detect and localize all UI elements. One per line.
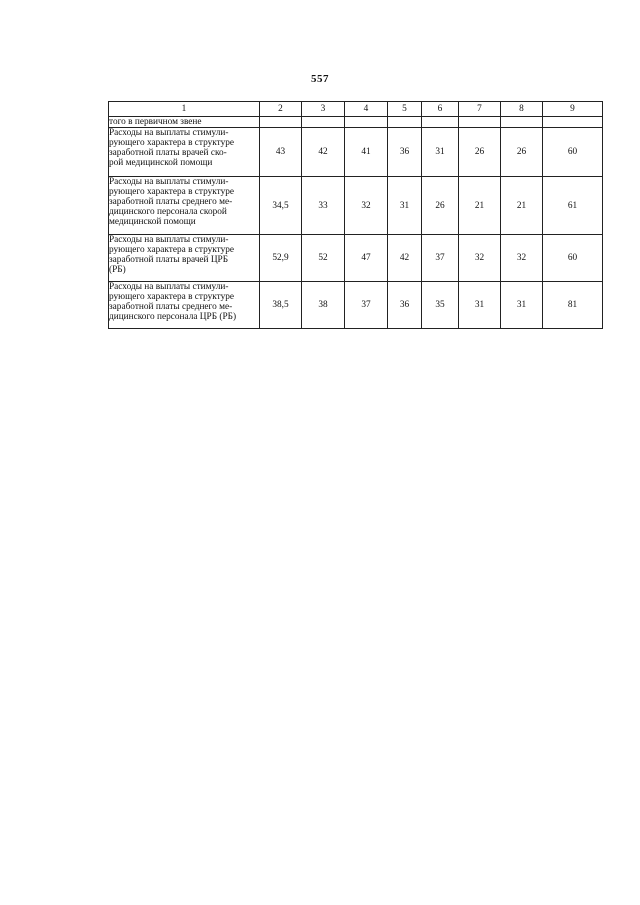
data-table (108, 101, 603, 329)
column-header: 6 (422, 102, 459, 117)
table-cell: 47 (345, 235, 388, 282)
continuation-label: того в первичном звене (109, 117, 260, 128)
row-label-line: Расходы на выплаты стимули- (109, 235, 229, 245)
table-cell (459, 117, 501, 128)
table-cell: 32 (459, 235, 501, 282)
table-cell: 42 (388, 235, 422, 282)
table-cell: 36 (388, 128, 422, 177)
table-cell: 38,5 (260, 282, 302, 329)
table-cell: 60 (543, 235, 603, 282)
table-cell: 32 (501, 235, 543, 282)
header-row (109, 102, 603, 117)
table-cell: 38 (302, 282, 345, 329)
row-label (109, 235, 260, 282)
row-label-line: медицинской помощи (109, 217, 196, 227)
row-label-line: Расходы на выплаты стимули- (109, 177, 229, 187)
continuation-row (109, 117, 603, 128)
row-label (109, 177, 260, 235)
row-label-line: Расходы на выплаты стимули- (109, 282, 229, 292)
column-header: 4 (345, 102, 388, 117)
table-cell (543, 117, 603, 128)
table-row (109, 235, 603, 282)
table-row (109, 128, 603, 177)
table-cell: 26 (422, 177, 459, 235)
table-cell: 36 (388, 282, 422, 329)
table-cell: 37 (345, 282, 388, 329)
row-label-line: рующего характера в структуре (109, 292, 235, 302)
table-cell: 37 (422, 235, 459, 282)
table-cell (345, 117, 388, 128)
table-cell: 52 (302, 235, 345, 282)
table-cell: 26 (501, 128, 543, 177)
page-number: 557 (311, 73, 329, 85)
table-cell (422, 117, 459, 128)
column-header: 8 (501, 102, 543, 117)
table-cell: 32 (345, 177, 388, 235)
row-label (109, 282, 260, 329)
table-cell: 31 (422, 128, 459, 177)
row-label-line: заработной платы среднего ме- (109, 197, 233, 207)
table-cell (501, 117, 543, 128)
row-label-line: рой медицинской помощи (109, 158, 213, 168)
table-cell: 52,9 (260, 235, 302, 282)
row-label-line: Расходы на выплаты стимули- (109, 128, 229, 138)
column-header: 7 (459, 102, 501, 117)
table-cell: 42 (302, 128, 345, 177)
row-label-line: заработной платы среднего ме- (109, 302, 233, 312)
table-cell: 61 (543, 177, 603, 235)
table-cell: 35 (422, 282, 459, 329)
table-cell: 26 (459, 128, 501, 177)
column-header: 9 (543, 102, 603, 117)
table-cell (302, 117, 345, 128)
column-header: 2 (260, 102, 302, 117)
column-header: 3 (302, 102, 345, 117)
row-label-line: (РБ) (109, 265, 126, 275)
table-row (109, 177, 603, 235)
table-cell: 81 (543, 282, 603, 329)
row-label-line: заработной платы врачей ЦРБ (109, 255, 229, 265)
table-cell (260, 117, 302, 128)
table-cell: 60 (543, 128, 603, 177)
row-label (109, 128, 260, 177)
table-cell: 43 (260, 128, 302, 177)
table-cell: 31 (501, 282, 543, 329)
row-label-line: рующего характера в структуре (109, 245, 235, 255)
column-header: 5 (388, 102, 422, 117)
table-cell: 34,5 (260, 177, 302, 235)
row-label-line: рующего характера в структуре (109, 138, 235, 148)
table-cell: 21 (459, 177, 501, 235)
table-cell: 31 (388, 177, 422, 235)
table-cell: 31 (459, 282, 501, 329)
row-label-line: дицинского персонала скорой (109, 207, 227, 217)
table-row (109, 282, 603, 329)
table-cell (388, 117, 422, 128)
table-cell: 33 (302, 177, 345, 235)
row-label-line: рующего характера в структуре (109, 187, 235, 197)
table-cell: 41 (345, 128, 388, 177)
column-header: 1 (109, 102, 260, 117)
table-cell: 21 (501, 177, 543, 235)
row-label-line: дицинского персонала ЦРБ (РБ) (109, 312, 237, 322)
row-label-line: заработной платы врачей ско- (109, 148, 227, 158)
